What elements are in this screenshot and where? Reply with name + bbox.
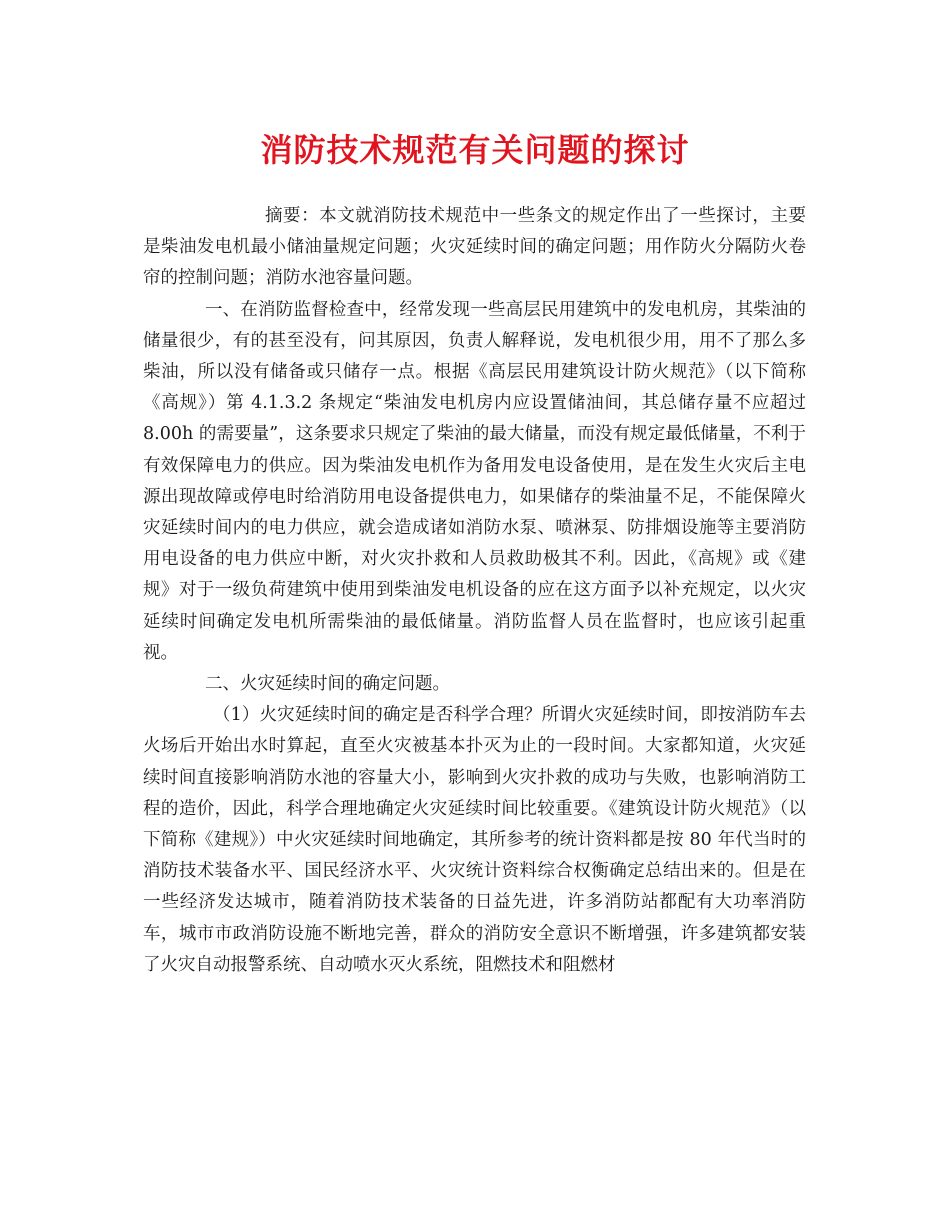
- section-two-heading: 二、火灾延续时间的确定问题。: [205, 674, 450, 695]
- abstract-paragraph: 摘要：本文就消防技术规范中一些条文的规定作出了一些探讨，主要是柴油发电机最小储油量规定问题；火灾延续时间的确定问题；用作防火分隔防火卷帘的控制问题；消防水池容量问题。: [143, 206, 806, 289]
- document-title: 消防技术规范有关问题的探讨: [260, 131, 690, 169]
- section-one-paragraph: 一、在消防监督检查中，经常发现一些高层民用建筑中的发电机房，其柴油的储量很少，有的甚至没有，问其原因，负责人解释说，发电机很少用，用不了那么多柴油，所以没有储备或只储存一点。根据《高层民用建筑设计防火规范》（以下简称《高规》）第 4.1.3.2 条规定“柴油发电机房内应设置储油间，其总储存量不应超过 8.00h 的需要量”，这条要求只规定了柴油的最大储量，而没有规定最低储量，不利于有效保障电力的供应。因为柴油发电机作为备用发电设备使用，是在发生火灾后主电源出现故障或停电时给消防用电设备提供电力，如果储存的柴油量不足，不能保障火灾延续时间内的电力供应，就会造成诸如消防水泵、喷淋泵、防排烟设施等主要消防用电设备的电力供应中断，对火灾扑救和人员救助极其不利。因此，《高规》或《建规》对于一级负荷建筑中使用到柴油发电机设备的应在这方面予以补充规定，以火灾延续时间确定发电机所需柴油的最低储量。消防监督人员在监督时，也应该引起重视。: [143, 299, 806, 663]
- section-two-item-one-paragraph: （1）火灾延续时间的确定是否科学合理？所谓火灾延续时间，即按消防车去火场后开始出水时算起，直至火灾被基本扑灭为止的一段时间。大家都知道，火灾延续时间直接影响消防水池的容量大小，影响到火灾扑救的成功与失败，也影响消防工程的造价，因此，科学合理地确定火灾延续时间比较重要。《建筑设计防火规范》（以下简称《建规》）中火灾延续时间地确定，其所参考的统计资料都是按 80 年代当时的消防技术装备水平、国民经济水平、火灾统计资料综合权衡确定总结出来的。但是在一些经济发达城市，随着消防技术装备的日益先进，许多消防站都配有大功率消防车，城市市政消防设施不断地完善，群众的消防安全意识不断增强，许多建筑都安装了火灾自动报警系统、自动喷水灭火系统，阻燃技术和阻燃材: [143, 705, 806, 975]
- document-body: [143, 201, 806, 981]
